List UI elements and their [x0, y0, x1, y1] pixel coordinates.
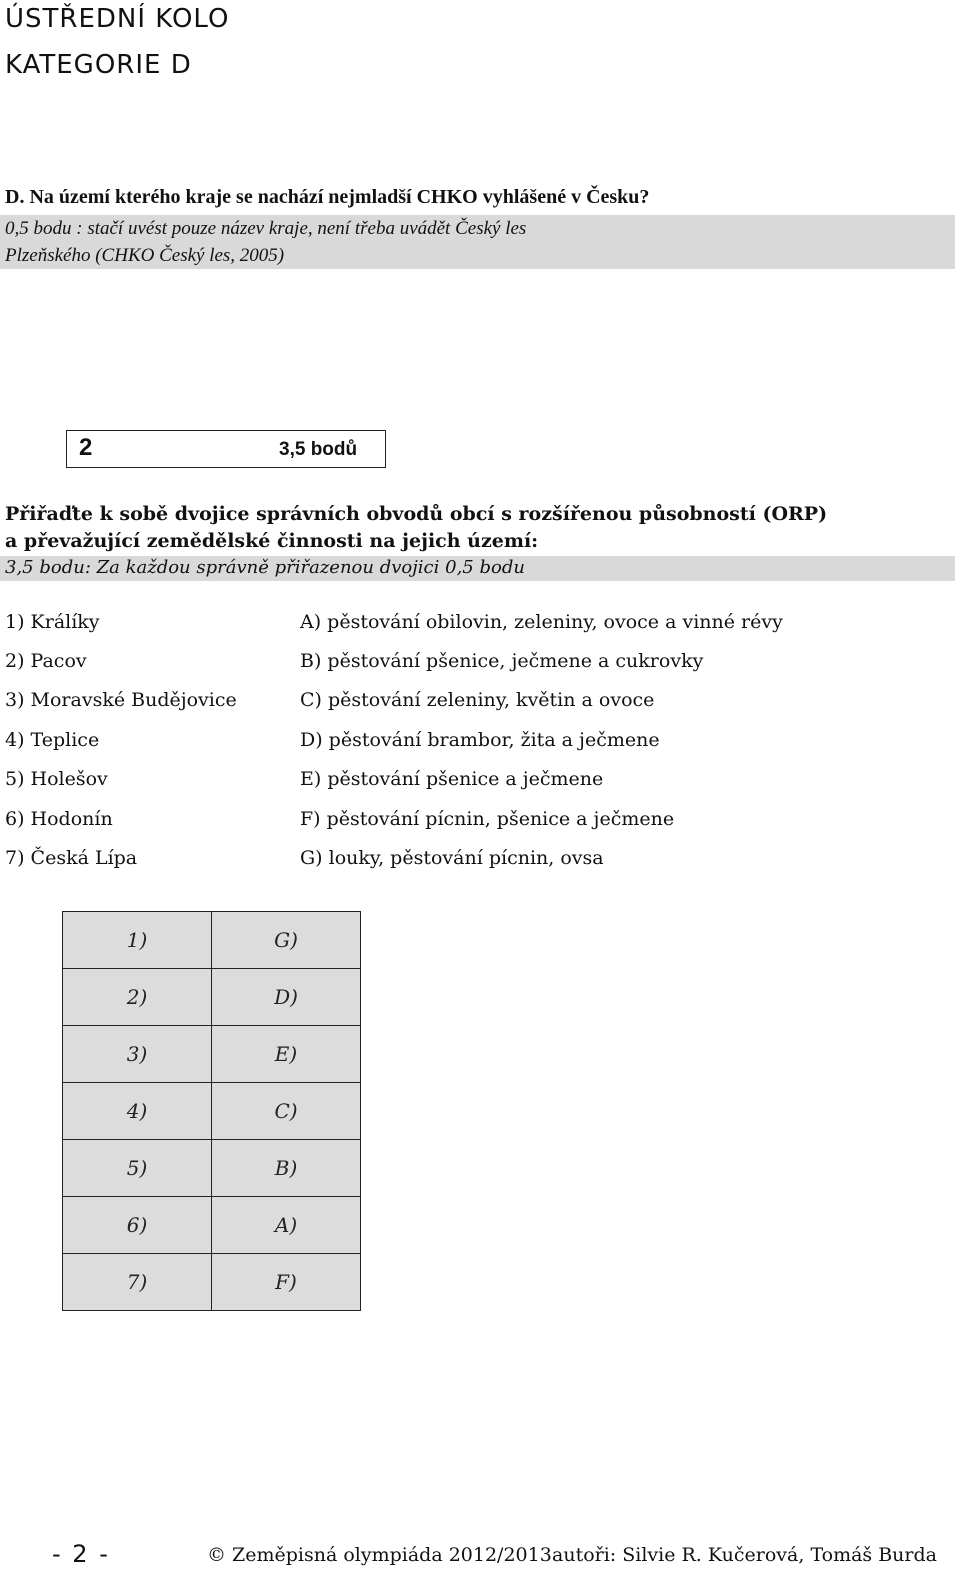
- answer-note-line2: Plzeňského (CHKO Český les, 2005): [5, 245, 285, 266]
- task-number: 2: [79, 434, 93, 461]
- answer-number: 6): [63, 1197, 212, 1254]
- activity-item: F) pěstování pícnin, pšenice a ječmene: [300, 808, 675, 830]
- activity-item: A) pěstování obilovin, zeleniny, ovoce a vinné révy: [300, 611, 783, 633]
- answer-number: 7): [63, 1254, 212, 1311]
- task-points: 3,5 bodů: [279, 439, 358, 460]
- footer-copyright: © Zeměpisná olympiáda 2012/2013: [207, 1544, 552, 1566]
- answer-letter: A): [212, 1197, 361, 1254]
- activity-item: B) pěstování pšenice, ječmene a cukrovky: [300, 650, 704, 672]
- table-row: [63, 912, 361, 969]
- table-row: [63, 1026, 361, 1083]
- activity-item: C) pěstování zeleniny, květin a ovoce: [300, 689, 655, 711]
- table-row: [63, 1083, 361, 1140]
- answer-letter: D): [212, 969, 361, 1026]
- footer-authors: autoři: Silvie R. Kučerová, Tomáš Burda: [552, 1544, 937, 1566]
- question-d-title: D. Na území kterého kraje se nachází nejmladší CHKO vyhlášené v Česku?: [5, 186, 650, 208]
- town-item: 6) Hodonín: [5, 808, 113, 830]
- answer-number: 3): [63, 1026, 212, 1083]
- answer-letter: C): [212, 1083, 361, 1140]
- town-item: 5) Holešov: [5, 768, 108, 790]
- answer-note-line1: 0,5 bodu : stačí uvést pouze název kraje, není třeba uvádět Český les: [5, 218, 527, 239]
- town-item: 3) Moravské Budějovice: [5, 689, 237, 711]
- scoring-note: 3,5 bodu: Za každou správně přiřazenou dvojici 0,5 bodu: [5, 557, 525, 578]
- answer-table: [62, 911, 361, 1311]
- activity-item: G) louky, pěstování pícnin, ovsa: [300, 847, 604, 869]
- answer-letter: F): [212, 1254, 361, 1311]
- task-instruction-line1: Přiřaďte k sobě dvojice správních obvodů obcí s rozšířenou působností (ORP): [5, 503, 828, 525]
- answer-letter: B): [212, 1140, 361, 1197]
- answer-letter: G): [212, 912, 361, 969]
- table-row: [63, 1140, 361, 1197]
- answer-number: 5): [63, 1140, 212, 1197]
- table-row: [63, 1254, 361, 1311]
- town-item: 7) Česká Lípa: [5, 847, 138, 869]
- answer-number: 2): [63, 969, 212, 1026]
- answer-letter: E): [212, 1026, 361, 1083]
- activity-item: E) pěstování pšenice a ječmene: [300, 768, 604, 790]
- answer-number: 1): [63, 912, 212, 969]
- activity-item: D) pěstování brambor, žita a ječmene: [300, 729, 660, 751]
- header-category: KATEGORIE D: [5, 50, 192, 80]
- town-item: 1) Králíky: [5, 611, 100, 633]
- task-score-box: [66, 430, 386, 468]
- town-item: 2) Pacov: [5, 650, 87, 672]
- table-row: [63, 969, 361, 1026]
- answer-number: 4): [63, 1083, 212, 1140]
- header-round: ÚSTŘEDNÍ KOLO: [5, 4, 230, 34]
- page-number: - 2 -: [52, 1540, 110, 1568]
- table-row: [63, 1197, 361, 1254]
- town-item: 4) Teplice: [5, 729, 100, 751]
- task-instruction-line2: a převažující zemědělské činnosti na jejich území:: [5, 530, 539, 552]
